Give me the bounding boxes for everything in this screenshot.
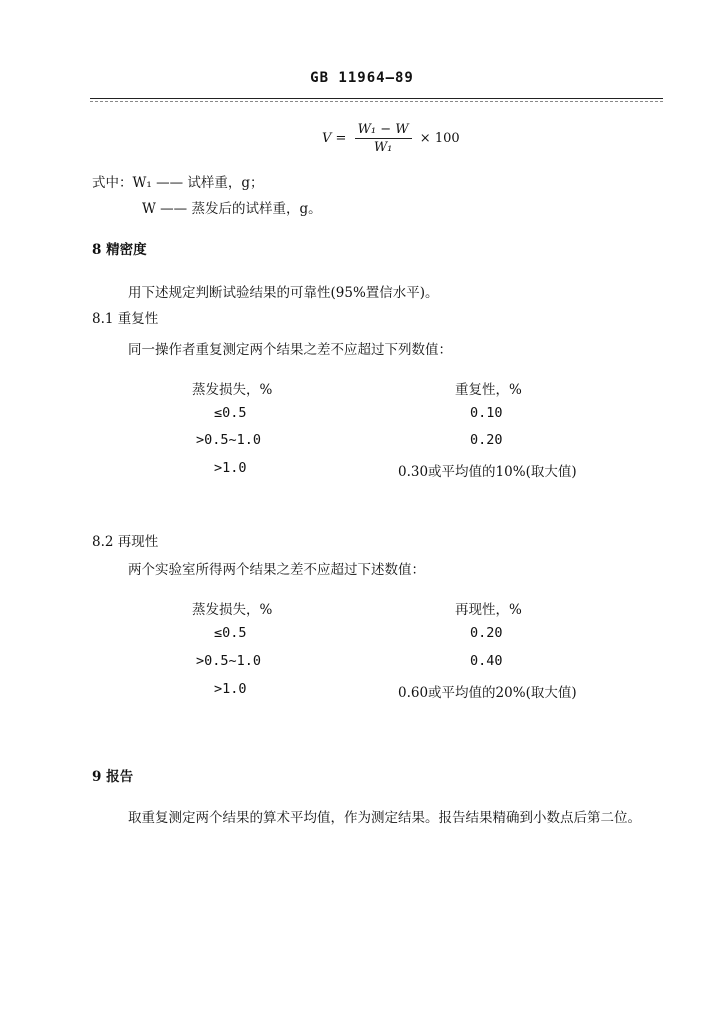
formula-numerator: W₁ − W bbox=[355, 122, 412, 139]
table-row-loss: >0.5~1.0 bbox=[196, 432, 262, 448]
section-8-1-desc: 同一操作者重复测定两个结果之差不应超过下列数值： bbox=[128, 342, 452, 358]
table-row-loss: ≤0.5 bbox=[214, 625, 247, 641]
formula-denominator: W₁ bbox=[373, 140, 393, 155]
section-9-text: 取重复测定两个结果的算术平均值，作为测定结果。报告结果精确到小数点后第二位。 bbox=[128, 810, 641, 826]
section-8-title: 8 精密度 bbox=[92, 242, 147, 258]
section-8-2-title: 8.2 再现性 bbox=[92, 534, 159, 550]
header-rule bbox=[90, 98, 663, 99]
table-8-1-col-repeatability: 重复性，% bbox=[455, 382, 522, 398]
where-line-1: 式中：W₁ —— 试样重，g； bbox=[92, 175, 264, 191]
formula-lhs: V = bbox=[322, 131, 347, 146]
table-8-2-col-reproducibility: 再现性，% bbox=[455, 602, 522, 618]
section-8-intro: 用下述规定判断试验结果的可靠性(95%置信水平)。 bbox=[128, 285, 439, 301]
formula-fraction bbox=[355, 122, 412, 155]
page-header: GB 11964—89 bbox=[310, 70, 414, 86]
table-row-value: 0.20 bbox=[470, 625, 503, 641]
section-8-1-title: 8.1 重复性 bbox=[92, 311, 159, 327]
table-row-value: 0.40 bbox=[470, 653, 503, 669]
formula bbox=[322, 122, 460, 155]
formula-rhs: × 100 bbox=[419, 131, 460, 146]
table-row-value: 0.20 bbox=[470, 432, 503, 448]
where-line-2: W —— 蒸发后的试样重，g。 bbox=[142, 201, 322, 217]
table-row-loss: >0.5~1.0 bbox=[196, 653, 262, 669]
table-row-loss: >1.0 bbox=[214, 681, 247, 697]
table-8-2-col-loss: 蒸发损失，% bbox=[192, 602, 273, 618]
table-8-1-col-loss: 蒸发损失，% bbox=[192, 382, 273, 398]
section-8-2-desc: 两个实验室所得两个结果之差不应超过下述数值： bbox=[128, 562, 425, 578]
header-rule-secondary bbox=[90, 101, 663, 102]
table-row-value: 0.10 bbox=[470, 405, 503, 421]
table-row-loss: ≤0.5 bbox=[214, 405, 247, 421]
table-row-value: 0.30或平均值的10%(取大值) bbox=[398, 464, 577, 480]
table-row-value: 0.60或平均值的20%(取大值) bbox=[398, 685, 577, 701]
table-row-loss: >1.0 bbox=[214, 460, 247, 476]
section-9-title: 9 报告 bbox=[92, 769, 134, 785]
